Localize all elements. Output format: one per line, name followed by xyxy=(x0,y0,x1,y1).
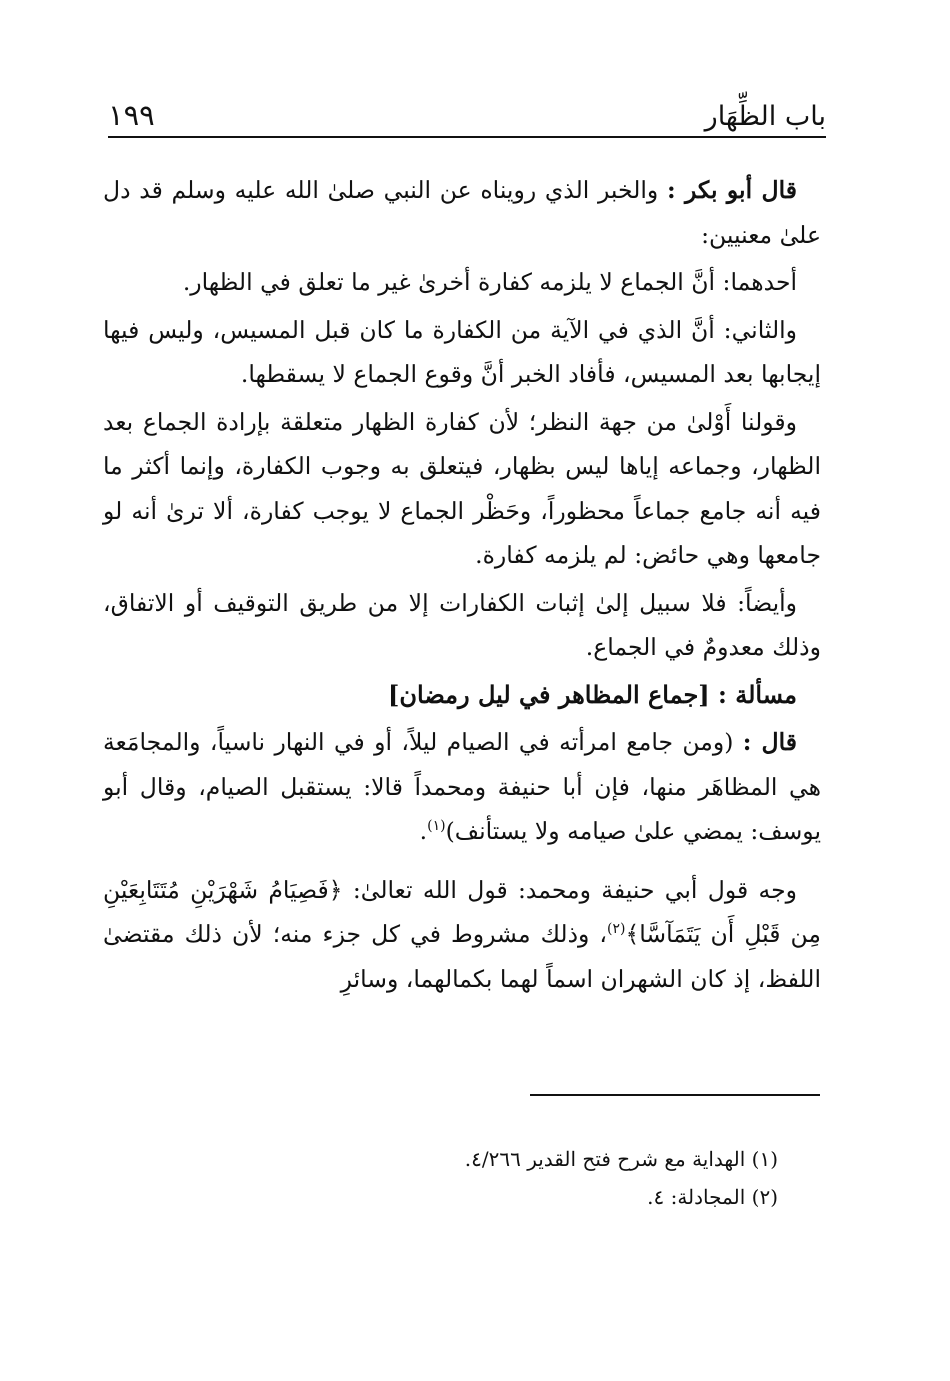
section-heading: مسألة : [جماع المظاهر في ليل رمضان] xyxy=(388,679,797,709)
paragraph-2: أحدهما: أنَّ الجماع لا يلزمه كفارة أخرىٰ غير ما تعلق في الظهار. xyxy=(182,268,797,296)
paragraph-1 xyxy=(103,168,821,257)
footnote-1: (١) الهداية مع شرح فتح القدير ٤/٢٦٦. xyxy=(464,1147,778,1171)
paragraph-7-end: ، وذلك مشروط في كل جزء منه؛ لأن ذلك مقتضىٰ اللفظ، إذ كان الشهران اسماً لهما بكمالهما، وسائرِ xyxy=(103,920,821,993)
paragraph-6-text: (ومن جامع امرأته في الصيام ليلاً، أو في النهار ناسياً، والمجامَعة هي المظاهَر منها، فإن أبا حنيفة ومحمداً قالا: يستقبل الصيام، وقال أبو يوسف: يمضي علىٰ صيامه ولا يستأنف) xyxy=(103,728,821,845)
paragraph-3: والثاني: أنَّ الذي في الآية من الكفارة ما كان قبل المسيس، وليس فيها إيجابها بعد المسيس، فأفاد الخبر أنَّ وقوع الجماع لا يسقطها. xyxy=(103,315,821,388)
footnote-ref-2: (٢) xyxy=(607,921,626,938)
footnote-ref-1: (١) xyxy=(427,818,446,835)
speaker-label: قال أبو بكر : xyxy=(666,176,797,204)
page-number: ١٩٩ xyxy=(108,98,155,132)
footnote-2: (٢) المجادلة: ٤. xyxy=(647,1185,778,1209)
speaker-label: قال : xyxy=(742,728,797,756)
running-header xyxy=(108,80,826,138)
paragraph-7-text: وجه قول أبي حنيفة ومحمد: قول الله تعالىٰ: xyxy=(342,875,797,904)
paragraph-6-end: . xyxy=(419,817,428,845)
paragraph-4: وقولنا أَوْلىٰ من جهة النظر؛ لأن كفارة الظهار متعلقة بإرادة الجماع بعد الظهار، وجماعه إياها ليس بظهار، فيتعلق به وجوب الكفارة، وإنما أكثر ما فيه أنه جامع جماعاً محظوراً، وحَظْر الجماع لا يوجب كفارة، ألا ترىٰ أنه لو جامعها وهي حائض: لم يلزمه كفارة. xyxy=(103,407,821,569)
footnote-separator xyxy=(530,1094,820,1096)
chapter-title: باب الظِّهَار xyxy=(704,101,826,132)
paragraph-5: وأيضاً: فلا سبيل إلىٰ إثبات الكفارات إلا من طريق التوقيف أو الاتفاق، وذلك معدومٌ في الجماع. xyxy=(103,588,821,661)
footnotes xyxy=(108,1140,778,1216)
paragraph-1-text: والخبر الذي رويناه عن النبي صلىٰ الله عليه وسلم قد دل علىٰ معنيين: xyxy=(103,176,821,249)
paragraph-6 xyxy=(103,720,821,854)
quran-verse: ﴿فَصِيَامُ شَهْرَيْنِ مُتَتَابِعَيْنِ مِن قَبْلِ أَن يَتَمَآسَّا﴾ xyxy=(103,875,821,948)
main-text xyxy=(103,168,821,1004)
paragraph-7 xyxy=(103,868,821,1002)
